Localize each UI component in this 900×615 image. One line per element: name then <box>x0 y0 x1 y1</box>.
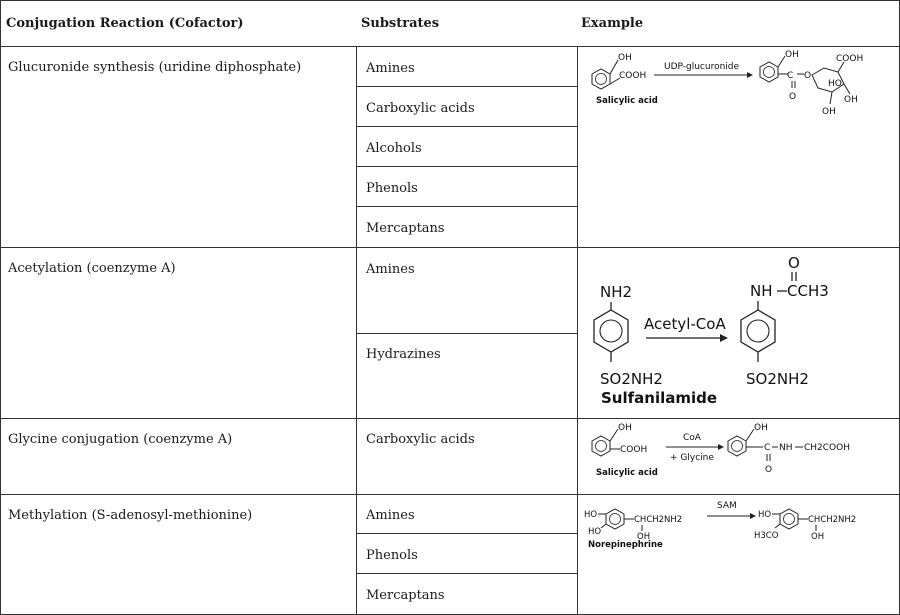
ch2cooh-label: CH2COOH <box>804 443 850 453</box>
side-chain-label: CHCH2NH2 <box>808 515 857 525</box>
ester-o-label: O <box>804 71 812 81</box>
substrate-divider <box>356 126 578 127</box>
substrate-cell: Amines <box>366 61 415 76</box>
reagent-bottom-label: + Glycine <box>670 453 714 463</box>
methoxy-label: H3CO <box>754 531 779 541</box>
substrate-cell: Alcohols <box>366 141 422 156</box>
compound-label: Salicylic acid <box>596 96 658 106</box>
glucuronidation-scheme <box>582 48 897 123</box>
reagent-label: Acetyl-CoA <box>644 315 726 333</box>
carbonyl-o-label: O <box>765 465 773 475</box>
nh-label: NH <box>779 443 793 453</box>
ho-label: HO <box>584 510 598 520</box>
header-reaction: Conjugation Reaction (Cofactor) <box>6 16 244 31</box>
table-top-border <box>0 0 900 1</box>
oh-label: OH <box>785 50 799 60</box>
ho-label: HO <box>828 79 842 89</box>
methylation-scheme <box>582 495 897 555</box>
compound-label: Sulfanilamide <box>601 389 718 407</box>
carbonyl-o-label: O <box>789 92 797 102</box>
oh-label: OH <box>618 53 632 63</box>
nh2-label: NH2 <box>600 283 633 301</box>
substrate-divider <box>356 166 578 167</box>
header-substrates: Substrates <box>361 16 440 31</box>
glycine-conjugation-scheme <box>582 419 897 491</box>
substrate-cell: Hydrazines <box>366 347 441 362</box>
oh-label: OH <box>618 423 632 433</box>
acetylation-scheme <box>580 248 880 416</box>
substrate-cell: Phenols <box>366 548 418 563</box>
table-left-border <box>0 0 1 615</box>
reaction-acetylation: Acetylation (coenzyme A) <box>8 261 176 276</box>
carbon-label: C <box>787 71 794 81</box>
header-divider <box>0 46 900 47</box>
so2nh2-label: SO2NH2 <box>746 370 809 388</box>
cooh-label: COOH <box>620 445 648 455</box>
substrate-cell: Amines <box>366 262 415 277</box>
side-chain-label: CHCH2NH2 <box>634 515 683 525</box>
nh-label: NH <box>750 282 773 300</box>
reagent-label: SAM <box>717 501 737 511</box>
oh-label: OH <box>844 95 858 105</box>
reaction-glycine: Glycine conjugation (coenzyme A) <box>8 432 233 447</box>
substrate-divider <box>356 206 578 207</box>
column-divider <box>577 46 578 615</box>
carbon-label: C <box>764 443 771 453</box>
substrate-divider <box>356 333 578 334</box>
oh-label: OH <box>754 423 768 433</box>
cooh-label: COOH <box>619 71 647 81</box>
substrate-cell: Phenols <box>366 181 418 196</box>
substrate-cell: Mercaptans <box>366 221 445 236</box>
reaction-methylation: Methylation (S-adenosyl-methionine) <box>8 508 253 523</box>
carbonyl-o-label: O <box>788 254 800 272</box>
reagent-label: UDP-glucuronide <box>664 62 740 72</box>
oh-label: OH <box>811 532 825 542</box>
header-example: Example <box>581 16 644 31</box>
substrate-divider <box>356 86 578 87</box>
substrate-divider <box>356 533 578 534</box>
reagent-top-label: CoA <box>683 433 701 443</box>
ho-label: HO <box>588 527 602 537</box>
oh-label: OH <box>637 532 651 542</box>
substrate-cell: Amines <box>366 508 415 523</box>
substrate-cell: Carboxylic acids <box>366 432 475 447</box>
substrate-cell: Mercaptans <box>366 588 445 603</box>
acetyl-label: CCH3 <box>787 282 829 300</box>
ho-label: HO <box>758 510 772 520</box>
column-divider <box>356 46 357 615</box>
reaction-glucuronide: Glucuronide synthesis (uridine diphosphate) <box>8 60 302 75</box>
so2nh2-label: SO2NH2 <box>600 370 663 388</box>
cooh-label: COOH <box>836 54 864 64</box>
oh-label: OH <box>822 107 836 117</box>
compound-label: Salicylic acid <box>596 468 658 478</box>
substrate-cell: Carboxylic acids <box>366 101 475 116</box>
substrate-divider <box>356 573 578 574</box>
compound-label: Norepinephrine <box>588 540 663 550</box>
